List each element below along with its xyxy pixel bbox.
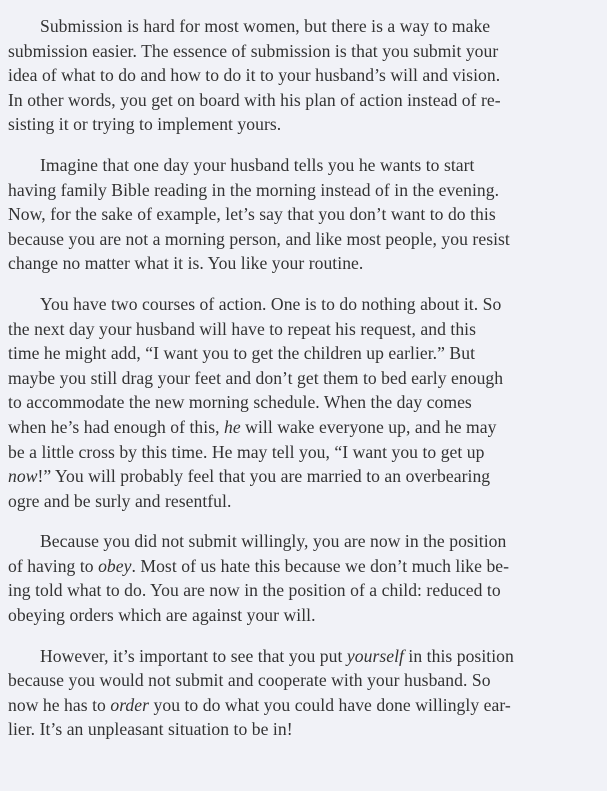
text-run: the next day your husband will have to repeat his request, and this [8, 318, 477, 339]
text-run: change no matter what it is. You like your routine. [8, 253, 364, 274]
text-line [8, 415, 607, 440]
text-run: you to do what you could have done willingly ear- [149, 694, 511, 715]
text-line [8, 251, 607, 276]
text-run: will wake everyone up, and he may [240, 416, 497, 437]
text-line [8, 464, 607, 489]
text-run: You have two courses of action. One is to do nothing about it. So [40, 293, 502, 314]
emphasis-text: he [224, 416, 241, 437]
text-line [8, 366, 607, 391]
text-line [8, 554, 607, 579]
text-run: sisting it or trying to implement yours. [8, 114, 282, 135]
text-line [8, 717, 607, 742]
text-line [8, 341, 607, 366]
text-line [8, 112, 607, 137]
text-line [8, 292, 607, 317]
text-run: of having to [8, 555, 99, 576]
text-run: be a little cross by this time. He may tell you, “I want you to get up [8, 441, 485, 462]
text-line [8, 644, 607, 669]
text-run: having family Bible reading in the morning instead of in the evening. [8, 179, 500, 200]
text-run: to accommodate the new morning schedule. When the day comes [8, 392, 472, 413]
text-run: lier. It’s an unpleasant situation to be in! [8, 719, 293, 740]
text-run: Submission is hard for most women, but there is a way to make [40, 16, 491, 36]
text-line [8, 693, 607, 718]
text-line [8, 578, 607, 603]
text-run: obeying orders which are against your will. [8, 605, 316, 626]
text-run: when he’s had enough of this, [8, 416, 225, 437]
text-run: Imagine that one day your husband tells you he wants to start [40, 154, 475, 175]
paragraph [8, 644, 607, 742]
emphasis-text: order [110, 694, 150, 715]
text-run: in this position [403, 645, 514, 666]
text-line [8, 39, 607, 64]
text-run: because you would not submit and cooperate with your husband. So [8, 670, 491, 691]
text-run: now he has to [8, 694, 111, 715]
paragraph [8, 153, 607, 276]
text-line [8, 390, 607, 415]
emphasis-text: now [8, 466, 38, 487]
text-run: . Most of us hate this because we don’t much like be- [131, 555, 510, 576]
text-line [8, 317, 607, 342]
text-line [8, 178, 607, 203]
text-run: !” You will probably feel that you are married to an overbearing [37, 466, 491, 487]
text-run: In other words, you get on board with his plan of action instead of re- [8, 89, 501, 110]
text-line [8, 603, 607, 628]
text-line [8, 440, 607, 465]
text-run: maybe you still drag your feet and don’t get them to bed early enough [8, 367, 504, 388]
text-line [8, 63, 607, 88]
text-line [8, 14, 607, 39]
paragraph [8, 292, 607, 513]
paragraph [8, 529, 607, 627]
text-line [8, 529, 607, 554]
emphasis-text: yourself [346, 645, 404, 666]
text-line [8, 227, 607, 252]
text-run: Because you did not submit willingly, you are now in the position [40, 531, 507, 552]
text-line [8, 202, 607, 227]
text-line [8, 489, 607, 514]
emphasis-text: obey [98, 555, 132, 576]
text-run: However, it’s important to see that you put [40, 645, 347, 666]
text-run: ing told what to do. You are now in the position of a child: reduced to [8, 580, 501, 601]
text-run: time he might add, “I want you to get the children up earlier.” But [8, 343, 476, 364]
body-text [8, 14, 607, 742]
paragraph [8, 14, 607, 137]
text-line [8, 668, 607, 693]
text-run: idea of what to do and how to do it to your husband’s will and vision. [8, 65, 501, 86]
text-run: because you are not a morning person, and like most people, you resist [8, 228, 510, 249]
text-line [8, 88, 607, 113]
text-run: submission easier. The essence of submission is that you submit your [8, 40, 499, 61]
text-run: Now, for the sake of example, let’s say that you don’t want to do this [8, 204, 496, 225]
text-run: ogre and be surly and resentful. [8, 490, 232, 511]
text-line [8, 153, 607, 178]
